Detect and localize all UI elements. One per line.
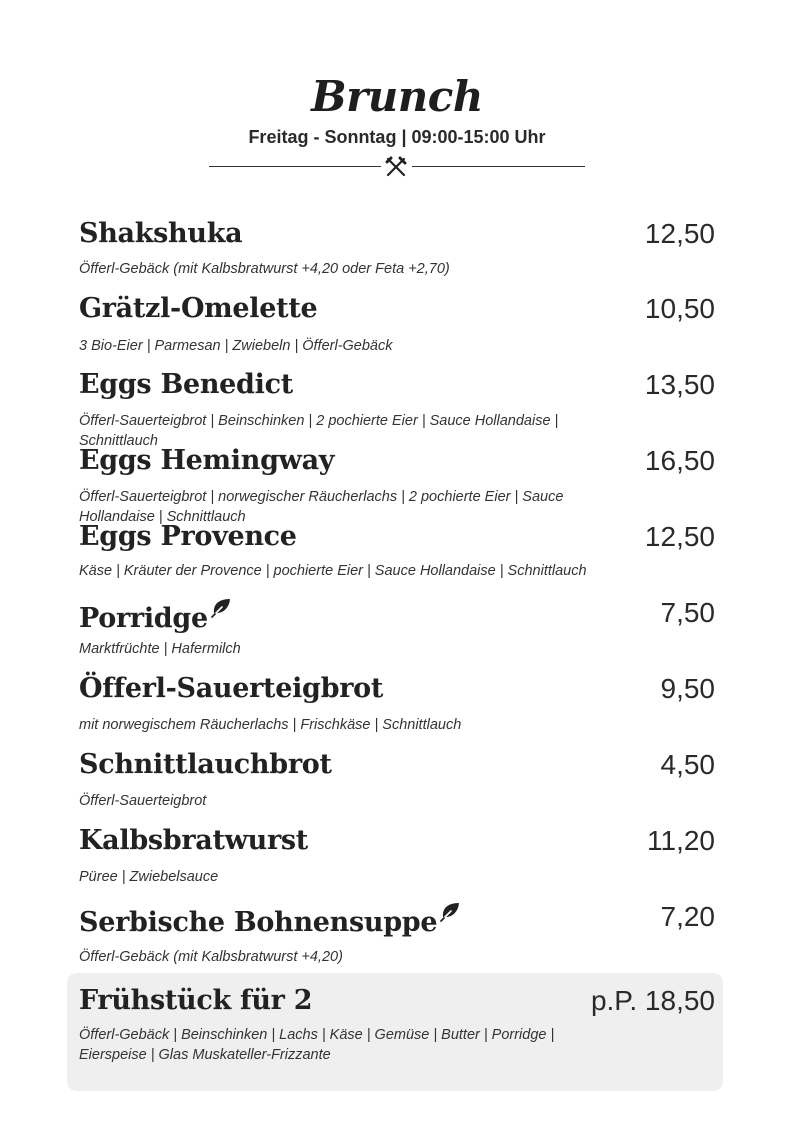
item-price: 10,50 xyxy=(644,293,715,324)
item-name: Eggs Hemingway xyxy=(79,445,335,476)
item-name: Frühstück für 2 xyxy=(79,985,313,1016)
item-price: 7,50 xyxy=(660,597,715,628)
leaf-icon xyxy=(210,597,232,619)
item-description: Marktfrüchte | Hafermilch xyxy=(79,641,241,657)
item-name: Shakshuka xyxy=(79,218,243,249)
divider-right xyxy=(412,166,585,167)
item-name: Kalbsbratwurst xyxy=(79,825,308,856)
opening-hours: Freitag - Sonntag | 09:00-15:00 Uhr xyxy=(248,127,546,147)
item-description: Öfferl-Sauerteigbrot xyxy=(79,793,207,809)
cutlery-icon xyxy=(385,156,407,178)
item-price: 12,50 xyxy=(644,521,715,552)
item-name: Eggs Benedict xyxy=(79,369,293,400)
item-price: 12,50 xyxy=(644,218,715,249)
item-description: Öfferl-Sauerteigbrot | norwegischer Räucherlachs | 2 pochierte Eier | Sauce Hollandaise | Schnittlauch xyxy=(79,489,564,525)
item-price: 11,20 xyxy=(647,825,715,856)
item-description: Öfferl-Gebäck (mit Kalbsbratwurst +4,20) xyxy=(79,949,343,965)
item-description: Öfferl-Gebäck (mit Kalbsbratwurst +4,20 oder Feta +2,70) xyxy=(79,261,450,277)
item-name: Porridge xyxy=(79,597,232,634)
item-name: Grätzl-Omelette xyxy=(79,293,318,324)
item-price: 13,50 xyxy=(644,369,715,400)
item-name: Öfferl-Sauerteigbrot xyxy=(79,673,384,704)
item-description: 3 Bio-Eier | Parmesan | Zwiebeln | Öfferl-Gebäck xyxy=(79,338,393,354)
item-description: Öfferl-Gebäck | Beinschinken | Lachs | Käse | Gemüse | Butter | Porridge | Eierspeise | Glas Muskateller-Frizzante xyxy=(79,1027,555,1063)
page-title: Brunch xyxy=(311,72,483,121)
item-description: mit norwegischem Räucherlachs | Frischkäse | Schnittlauch xyxy=(79,717,462,733)
divider-left xyxy=(209,166,381,167)
item-price: 4,50 xyxy=(660,749,715,780)
item-price: 7,20 xyxy=(660,901,715,932)
item-price: p.P. 18,50 xyxy=(590,985,715,1016)
item-description: Püree | Zwiebelsauce xyxy=(79,869,219,885)
item-price: 9,50 xyxy=(660,673,715,704)
item-name: Schnittlauchbrot xyxy=(79,749,332,780)
item-name: Eggs Provence xyxy=(79,521,297,552)
item-description: Käse | Kräuter der Provence | pochierte Eier | Sauce Hollandaise | Schnittlauch xyxy=(79,563,587,579)
item-description: Öfferl-Sauerteigbrot | Beinschinken | 2 pochierte Eier | Sauce Hollandaise | Schnittlauch xyxy=(79,413,559,449)
item-name: Serbische Bohnensuppe xyxy=(79,901,461,938)
leaf-icon xyxy=(439,901,461,923)
item-price: 16,50 xyxy=(644,445,715,476)
